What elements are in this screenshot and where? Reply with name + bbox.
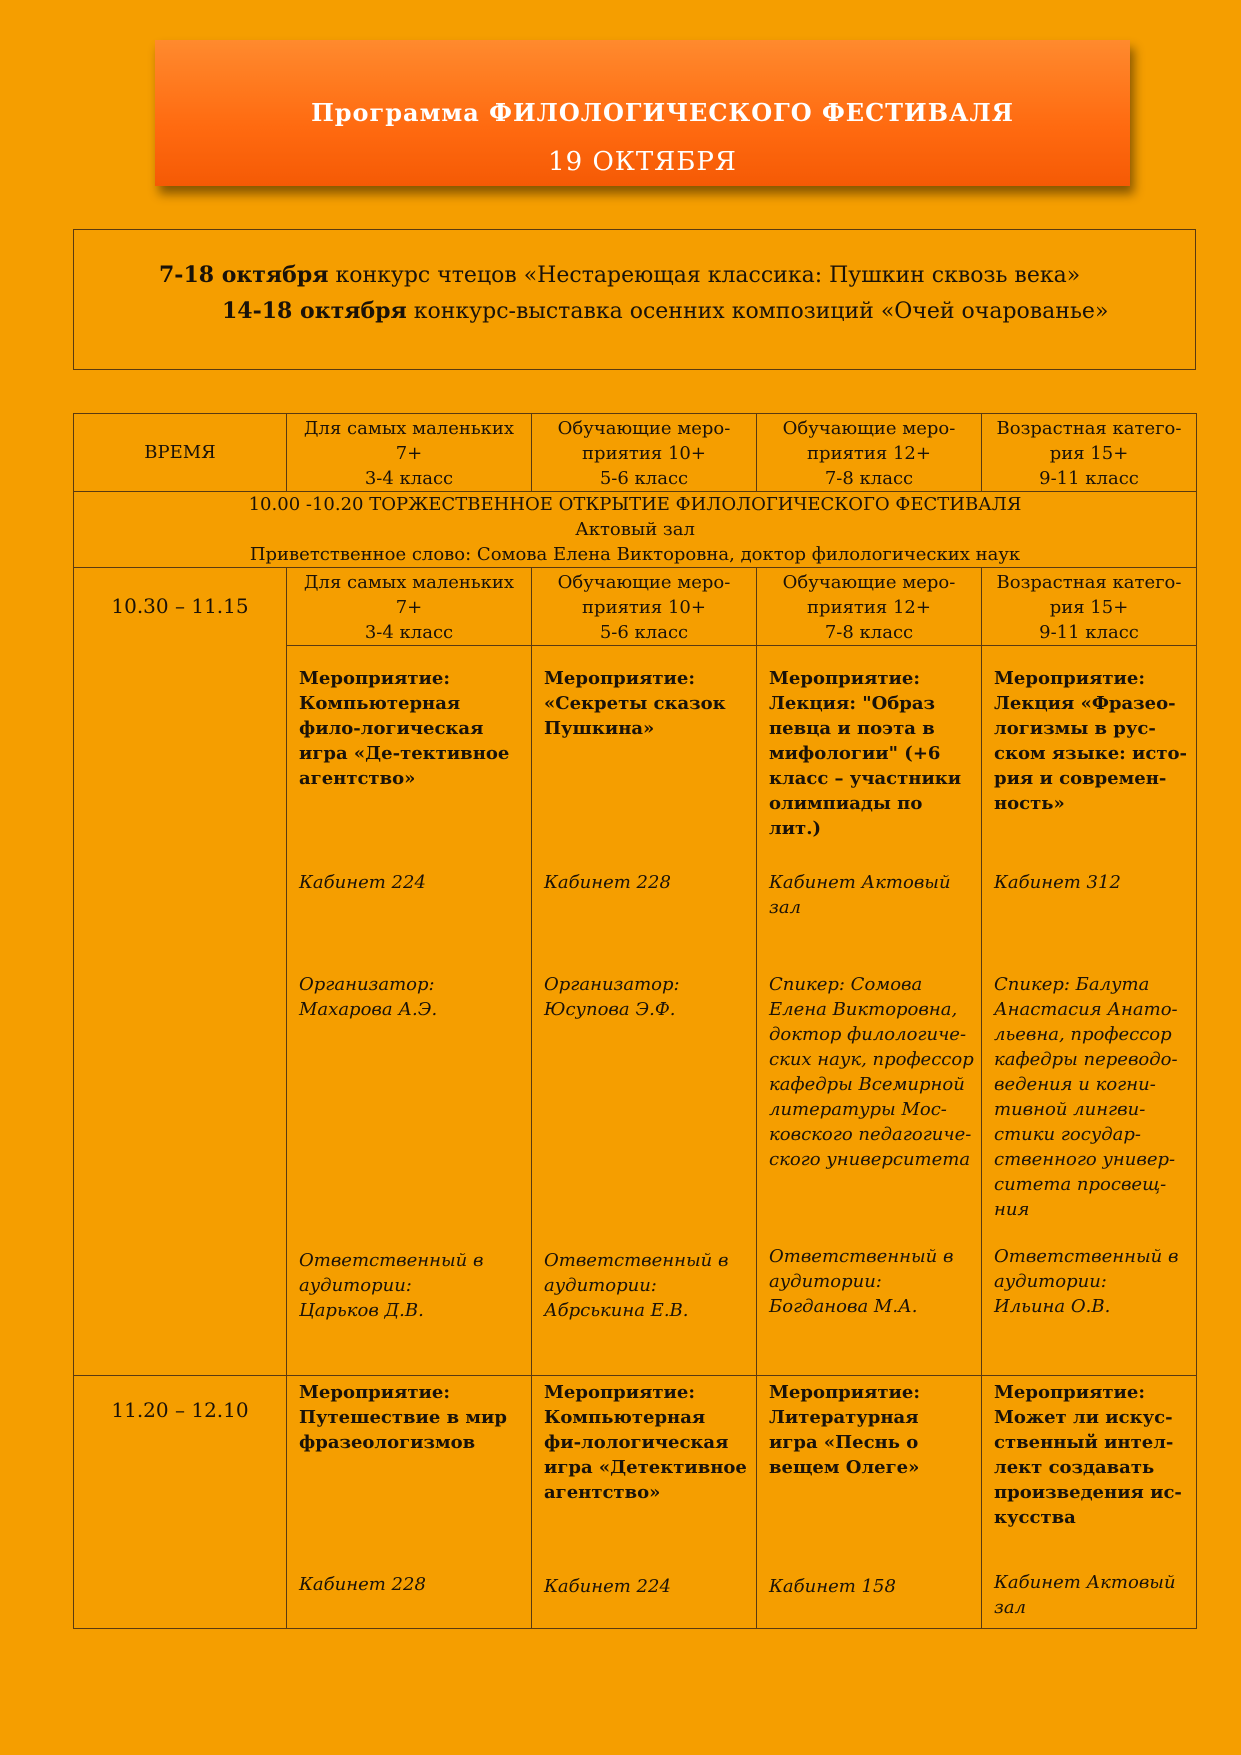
festival-date: 19 ОКТЯБРЯ <box>548 147 737 177</box>
event-title: Мероприятие: Компьютерная фило-логическая игра «Де-тективное агентство» <box>299 668 510 789</box>
event-room: Кабинет 224 <box>299 872 426 893</box>
event-speaker: Спикер: Балута Анастасия Анато-льевна, профессор кафедры переводо-ведения и когни-тивной лингви-стики государ-ственного универ-ситета просвещ-ния <box>994 974 1178 1220</box>
event-responsible: Ответственный в аудитории: Абрськина Е.В. <box>544 1250 729 1321</box>
title-banner <box>155 40 1130 186</box>
slot1-header-row <box>74 568 1197 646</box>
event-cell <box>287 1376 532 1629</box>
event-organizer: Организатор: Махарова А.Э. <box>299 974 438 1020</box>
event-title: Мероприятие: Компьютерная фи-лологическая игра «Детективное агентство» <box>544 1382 747 1503</box>
category-header: Для самых маленьких 7+ 3-4 класс <box>287 568 532 646</box>
category-header: Для самых маленьких 7+ 3-4 класс <box>287 414 532 492</box>
contest-dates: 7-18 октября <box>159 262 329 288</box>
category-header: Возрастная катего- рия 15+ 9-11 класс <box>982 568 1197 646</box>
header-row <box>74 414 1197 492</box>
event-room: Кабинет 224 <box>544 1576 671 1597</box>
festival-title: Программа ФИЛОЛОГИЧЕСКОГО ФЕСТИВАЛЯ <box>311 98 1014 127</box>
event-responsible: Ответственный в аудитории: Богданова М.А. <box>769 1246 954 1317</box>
event-room: Кабинет Актовый зал <box>769 872 951 918</box>
event-room: Кабинет 228 <box>299 1574 426 1595</box>
event-responsible: Ответственный в аудитории: Ильина О.В. <box>994 1246 1179 1317</box>
contest-line <box>222 298 1108 324</box>
event-cell <box>757 646 982 1376</box>
event-cell <box>532 646 757 1376</box>
event-title: Мероприятие: Лекция: "Образ певца и поэта в мифологии" (+6 класс – участники олимпиады по лит.) <box>769 668 962 839</box>
opening-row <box>74 492 1197 568</box>
contest-text: конкурс-выставка осенних композиций «Очей очарованье» <box>406 299 1109 324</box>
category-header: Обучающие меро- приятия 10+ 5-6 класс <box>532 414 757 492</box>
event-title: Мероприятие: Лекция «Фразео-логизмы в рус-ском языке: исто-рия и современ-ность» <box>994 668 1187 814</box>
category-header: Обучающие меро- приятия 12+ 7-8 класс <box>757 414 982 492</box>
opening-place: Актовый зал <box>575 519 695 540</box>
event-title: Мероприятие: Путешествие в мир фразеологизмов <box>299 1382 507 1453</box>
opening-speaker: Приветственное слово: Сомова Елена Викторовна, доктор филологических наук <box>249 544 1021 565</box>
category-header: Возрастная катего- рия 15+ 9-11 класс <box>982 414 1197 492</box>
opening-title: 10.00 -10.20 ТОРЖЕСТВЕННОЕ ОТКРЫТИЕ ФИЛОЛОГИЧЕСКОГО ФЕСТИВАЛЯ <box>248 494 1022 515</box>
category-header: Обучающие меро- приятия 12+ 7-8 класс <box>757 568 982 646</box>
event-title: Мероприятие: Литературная игра «Песнь о вещем Олеге» <box>769 1382 920 1478</box>
event-cell <box>982 1376 1197 1629</box>
schedule-table <box>73 413 1197 1629</box>
event-cell <box>757 1376 982 1629</box>
event-responsible: Ответственный в аудитории: Царьков Д.В. <box>299 1250 484 1321</box>
contest-text: конкурс чтецов «Нестареющая классика: Пушкин сквозь века» <box>328 263 1081 288</box>
contest-line <box>159 262 1080 288</box>
slot2-row <box>74 1376 1197 1629</box>
slot-time: 11.20 – 12.10 <box>74 1376 287 1629</box>
contest-dates: 14-18 октября <box>222 298 407 324</box>
event-speaker: Спикер: Сомова Елена Викторовна, доктор филологиче-ских наук, профессор кафедры Всемирной литературы Мос-ковского педагогиче-ского университета <box>769 974 974 1170</box>
event-cell <box>532 1376 757 1629</box>
slot-time: 10.30 – 11.15 <box>74 568 287 1376</box>
event-room: Кабинет 158 <box>769 1576 896 1597</box>
event-title: Мероприятие: Может ли искус-ственный интел-лект создавать произведения ис-кусства <box>994 1382 1182 1528</box>
contests-box <box>73 229 1196 370</box>
event-title: Мероприятие: «Секреты сказок Пушкина» <box>544 668 726 739</box>
category-header: Обучающие меро- приятия 10+ 5-6 класс <box>532 568 757 646</box>
event-cell <box>982 646 1197 1376</box>
event-room: Кабинет Актовый зал <box>994 1572 1176 1618</box>
event-cell <box>287 646 532 1376</box>
event-room: Кабинет 228 <box>544 872 671 893</box>
event-organizer: Организатор: Юсупова Э.Ф. <box>544 974 680 1020</box>
event-room: Кабинет 312 <box>994 872 1121 893</box>
time-header: ВРЕМЯ <box>74 414 287 492</box>
opening-cell <box>74 492 1197 568</box>
